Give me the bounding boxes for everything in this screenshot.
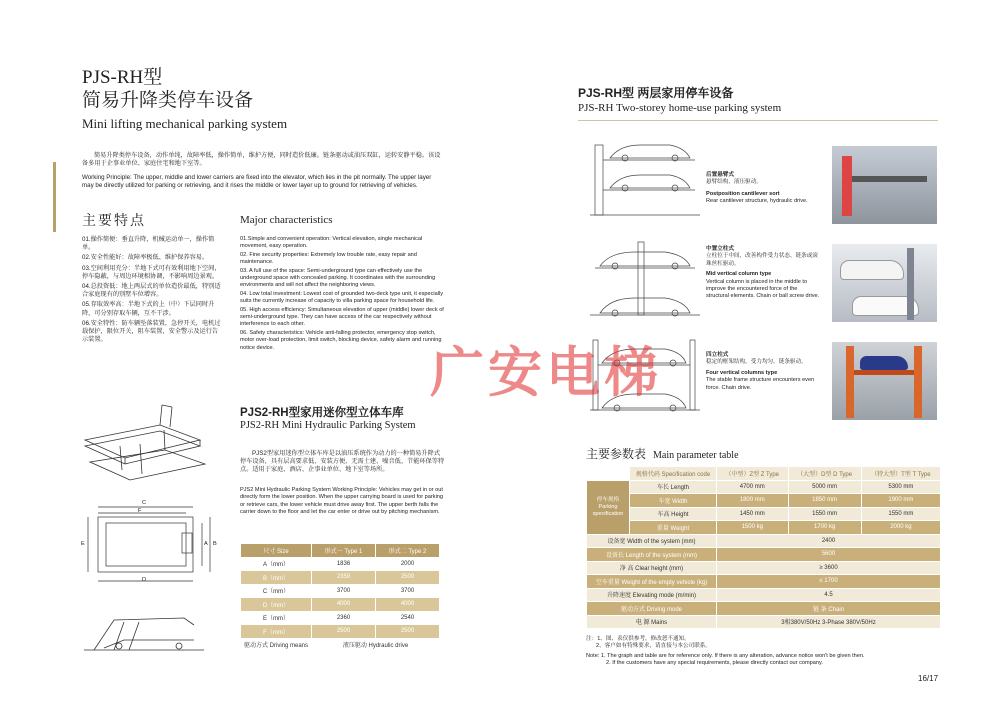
notes — [586, 636, 946, 668]
param-cell: 升降速度 Elevating mode (m/min) — [587, 588, 717, 602]
param-row — [587, 521, 941, 535]
intro-en: Working Principle: The upper, middle and lower carriers are fixed into the elevator, which lies in the pit normally. The upper layer may be directly utilized for parking or retrieving, and it rises the middle or lower layer up to ground for retrieving of vehicles. — [82, 174, 432, 190]
right-title-en: PJS-RH Two-storey home-use parking system — [578, 102, 782, 114]
size-cell: 2540 — [376, 611, 440, 625]
item-title-cn: 后置悬臂式 — [706, 172, 734, 178]
item-desc-cn: 悬臂结构，液压驱动。 — [706, 179, 762, 186]
lift-plan-drawing — [78, 497, 228, 587]
right-title-cn: PJS-RH型 两层家用停车设备 — [578, 86, 734, 100]
param-cell: 1550 mm — [861, 507, 940, 521]
pjs2-title-en: PJS2-RH Mini Hydraulic Parking System — [240, 420, 416, 431]
features-title-en: Major characteristics — [240, 214, 333, 226]
size-cell: 2350 — [312, 571, 376, 585]
size-cell: 液压驱动 Hydraulic drive — [312, 638, 440, 652]
mid-column-photo — [832, 244, 937, 322]
note-en: Note: 1. The graph and table are for reference only. If there is any alteration, advance notice won't be given then. — [586, 652, 865, 659]
param-cell: 1500 kg — [717, 521, 789, 535]
item-mid-column-text — [706, 246, 821, 301]
item-title-en: Four vertical columns type — [706, 369, 778, 376]
features-title-cn: 主要特点 — [82, 214, 146, 229]
size-cell: 3700 — [312, 584, 376, 598]
size-row — [241, 557, 440, 571]
divider — [578, 120, 938, 121]
feature-cn-item: 04.总投资低：地上两层式的单位造价最低，特别适合家庭现有的别墅车位增容。 — [82, 283, 221, 299]
item-desc-en: Rear cantilever structure, hydraulic drive. — [706, 198, 808, 205]
param-cell: 车长 Length — [630, 480, 717, 494]
size-cell: A（mm） — [241, 557, 312, 571]
item-desc-en: Vertical column is placed in the middle to improve the encountered force of the structural elements. Chain or ball screw drive. — [706, 278, 820, 300]
param-cell: 净 高 Clear height (mm) — [587, 561, 717, 575]
item-title-cn: 四立柱式 — [706, 352, 729, 358]
param-cell: （特大型）T型 T Type — [861, 467, 940, 481]
param-cell: 规格代码 Specification code — [630, 467, 717, 481]
pjs2-title-cn: PJS2-RH型家用迷你型立体车库 — [240, 407, 404, 419]
size-cell: 2500 — [376, 625, 440, 639]
param-cell: 1550 mm — [788, 507, 861, 521]
param-cell: 4700 mm — [717, 480, 789, 494]
size-header-cell: 形式一 Type 1 — [312, 544, 376, 558]
size-cell: 驱动方式 Driving means — [241, 638, 312, 652]
param-cell: 设备宽 Width of the system (mm) — [587, 534, 717, 548]
size-cell: 2500 — [312, 625, 376, 639]
pjs2-desc-en: PJS2 Mini Hydraulic Parking System Working Principle: Vehicles may get in or out directly form the lower position. When the upper carrying board is used for parking or retrieve cars, the lower vehicle must drive away first. The upper berth falls the carrier down to the floor and let the car enter or drive out by pitching mechanism. — [240, 487, 444, 516]
feature-cn-item: 01.操作简便：垂直升降，机械运动单一，操作简单。 — [82, 236, 215, 252]
page-number: 16/17 — [918, 674, 939, 683]
size-table — [240, 543, 440, 652]
param-table — [586, 466, 941, 629]
param-spec-label: 停车规格 Parking specification — [587, 480, 630, 534]
intro-cn: 简易升降类停车设备，动作单纯，故障率低，操作简单，维护方便，同时造价低廉。链条驱动或油压双缸，运转安静平稳。该设备多用于企事业单位、家庭住宅和地下室等。 — [82, 152, 441, 168]
size-row — [241, 611, 440, 625]
feature-en-item: 02. Fine security properties: Extremely low trouble rate, easy repair and maintenance. — [240, 251, 417, 266]
dim-label-c: C — [142, 500, 147, 506]
photo-car-upper — [840, 260, 904, 280]
dim-label-f: F — [138, 508, 142, 514]
param-cell: 4.5 — [717, 588, 941, 602]
size-row — [241, 571, 440, 585]
param-cell: 车高 Height — [630, 507, 717, 521]
param-cell: （中型）Z型 Z Type — [717, 467, 789, 481]
photo-platform — [854, 370, 914, 375]
note-en: 2. If the customers have any special requirements, please directly contact our company. — [606, 660, 823, 667]
param-cell: 1850 mm — [788, 494, 861, 508]
feature-en-item: 05. High access efficiency: Simultaneous elevation of upper (middle) lower deck of semi-underground type. They can have access of the car respectively without interference to each other. — [240, 306, 444, 328]
item-title-en: Postposition cantilever sort — [706, 190, 780, 197]
size-cell: 4000 — [376, 598, 440, 612]
param-cell — [587, 467, 630, 481]
size-cell: B（mm） — [241, 571, 312, 585]
size-table-header — [241, 544, 440, 558]
feature-cn-item: 02.安全性能好：故障率极低、维护保养容易。 — [82, 254, 209, 262]
item-title-en: Mid vertical column type — [706, 271, 772, 278]
feature-cn-item: 06.安全特性：防车辆坠落装置，急停开关，电机过载保护，限位开关，阻车装置，安全警示及运行告示装置。 — [82, 319, 221, 344]
item-title-cn: 中置立柱式 — [706, 246, 734, 252]
param-cell: 1450 mm — [717, 507, 789, 521]
param-row — [587, 534, 941, 548]
item-four-column-text — [706, 352, 826, 392]
size-cell: C（mm） — [241, 584, 312, 598]
param-cell: 5000 mm — [788, 480, 861, 494]
cantilever-photo — [832, 146, 937, 224]
param-row — [587, 588, 941, 602]
size-cell: D（mm） — [241, 598, 312, 612]
left-title-model: PJS-RH型 — [82, 67, 163, 88]
param-cell: ≥ 3600 — [717, 561, 941, 575]
param-cell: 重量 Weight — [630, 521, 717, 535]
feature-en-item: 01.Simple and convenient operation: Vertical elevation, single mechanical movement, easy operation. — [240, 236, 423, 250]
photo-platform — [852, 176, 927, 182]
param-row — [587, 548, 941, 562]
param-title — [586, 445, 739, 462]
param-cell: 设备长 Length of the system (mm) — [587, 548, 717, 562]
photo-car — [860, 356, 908, 370]
note-cn: 注：1、图、表仅供参考，修改恕不通知。 — [586, 636, 690, 642]
four-column-photo — [832, 342, 937, 420]
param-cell: 驱动方式 Driving mode — [587, 602, 717, 616]
note-cn: 2、客户如有特殊要求，请直接与本公司联系。 — [596, 643, 711, 650]
item-desc-cn: 立柱位于中间，改善构件受力状态。链条或滚珠丝杠驱动。 — [706, 253, 818, 267]
param-cell: 车宽 Width — [630, 494, 717, 508]
param-cell: ≤ 1700 — [717, 575, 941, 589]
param-header-row — [587, 467, 941, 481]
watermark: 广安电梯 — [430, 341, 662, 404]
feature-cn-item: 05.存取效率高：半地下式的上（中）下层同时升降，可分别存取车辆，互不干涉。 — [82, 301, 215, 317]
param-cell: 1700 kg — [788, 521, 861, 535]
pjs2-desc-cn: PJS2型家用迷你型立体车库是以油压系统作为动力的一种简易升降式停车设备，具有层高要求低、安装方便、无需土建、噪音低、节能环保等特点。适用于家庭、酒店、企事业单位、地下室等场所。 — [240, 450, 445, 474]
param-row — [587, 615, 941, 629]
param-title-cn: 主要参数表 — [586, 447, 647, 461]
param-row — [587, 575, 941, 589]
size-row — [241, 584, 440, 598]
dim-label-e: E — [81, 541, 85, 547]
param-row — [587, 602, 941, 616]
size-cell: 2000 — [376, 557, 440, 571]
param-cell: 链 条 Chain — [717, 602, 941, 616]
dim-label-d: D — [142, 577, 147, 583]
dim-label-b: B — [213, 541, 217, 547]
size-cell: 2500 — [376, 571, 440, 585]
feature-cn-item: 03.空间利用充分：半地下式可有效利用地下空间，停车隐蔽，与周边环境相协调，不影响周边景观。 — [82, 264, 221, 280]
param-cell: （大型）D型 D Type — [788, 467, 861, 481]
param-title-en: Main parameter table — [653, 450, 739, 461]
param-cell: 3相380V/50Hz 3-Phase 380V/50Hz — [717, 615, 941, 629]
dim-label-a: A — [204, 541, 208, 547]
cantilever-drawing — [590, 140, 700, 220]
param-cell: 空车重量 Weight of the empty vehicle (kg) — [587, 575, 717, 589]
feature-en-item: 04. Low total investment: Lowest cost of grounded two-deck type unit, it especially suits the currently increase of capacity to villa parking space for household life. — [240, 290, 444, 305]
param-row — [587, 561, 941, 575]
size-cell: F（mm） — [241, 625, 312, 639]
item-cantilever-text — [706, 172, 826, 206]
param-cell: 5300 mm — [861, 480, 940, 494]
left-title-cn: 简易升降类停车设备 — [82, 90, 254, 111]
param-cell: 1900 mm — [861, 494, 940, 508]
size-cell: E（mm） — [241, 611, 312, 625]
param-cell: 2400 — [717, 534, 941, 548]
left-title-en: Mini lifting mechanical parking system — [82, 116, 288, 131]
mid-column-drawing — [590, 240, 700, 320]
size-cell: 2360 — [312, 611, 376, 625]
item-desc-cn: 稳定的框架结构，受力均匀。链条驱动。 — [706, 359, 807, 366]
size-cell: 3700 — [376, 584, 440, 598]
size-header-cell: 形式二 Type 2 — [376, 544, 440, 558]
lift-perspective-drawing — [80, 400, 215, 490]
param-cell: 5600 — [717, 548, 941, 562]
param-row — [587, 507, 941, 521]
photo-column — [842, 156, 852, 216]
photo-column — [907, 248, 914, 320]
param-cell: 2000 kg — [861, 521, 940, 535]
item-desc-en: The stable frame structure encounters even force. Chain drive. — [706, 377, 815, 391]
features-cn-list — [82, 236, 222, 346]
features-en-list — [240, 236, 445, 353]
param-row — [587, 494, 941, 508]
param-cell: 电 源 Mains — [587, 615, 717, 629]
size-drive-row — [241, 638, 440, 652]
size-header-cell: 尺寸 Size — [241, 544, 312, 558]
size-row — [241, 598, 440, 612]
decorative-bar — [53, 162, 56, 232]
photo-column — [914, 346, 922, 418]
size-row — [241, 625, 440, 639]
feature-en-item: 06. Safety characteristics: Vehicle anti-falling protector, emergency stop switch, motor over-load protection, limit switch, blocking device, safety alarm and running notice device. — [240, 329, 442, 351]
lift-side-drawing — [84, 600, 204, 660]
size-cell: 1836 — [312, 557, 376, 571]
photo-column — [846, 346, 854, 418]
param-row — [587, 480, 941, 494]
size-cell: 4000 — [312, 598, 376, 612]
feature-en-item: 03. A full use of the space: Semi-underground type can effectively use the underground space with concealed parking. It coordinates with the surrounding environments and will not affect the neighboring views. — [240, 267, 436, 289]
param-cell: 1800 mm — [717, 494, 789, 508]
